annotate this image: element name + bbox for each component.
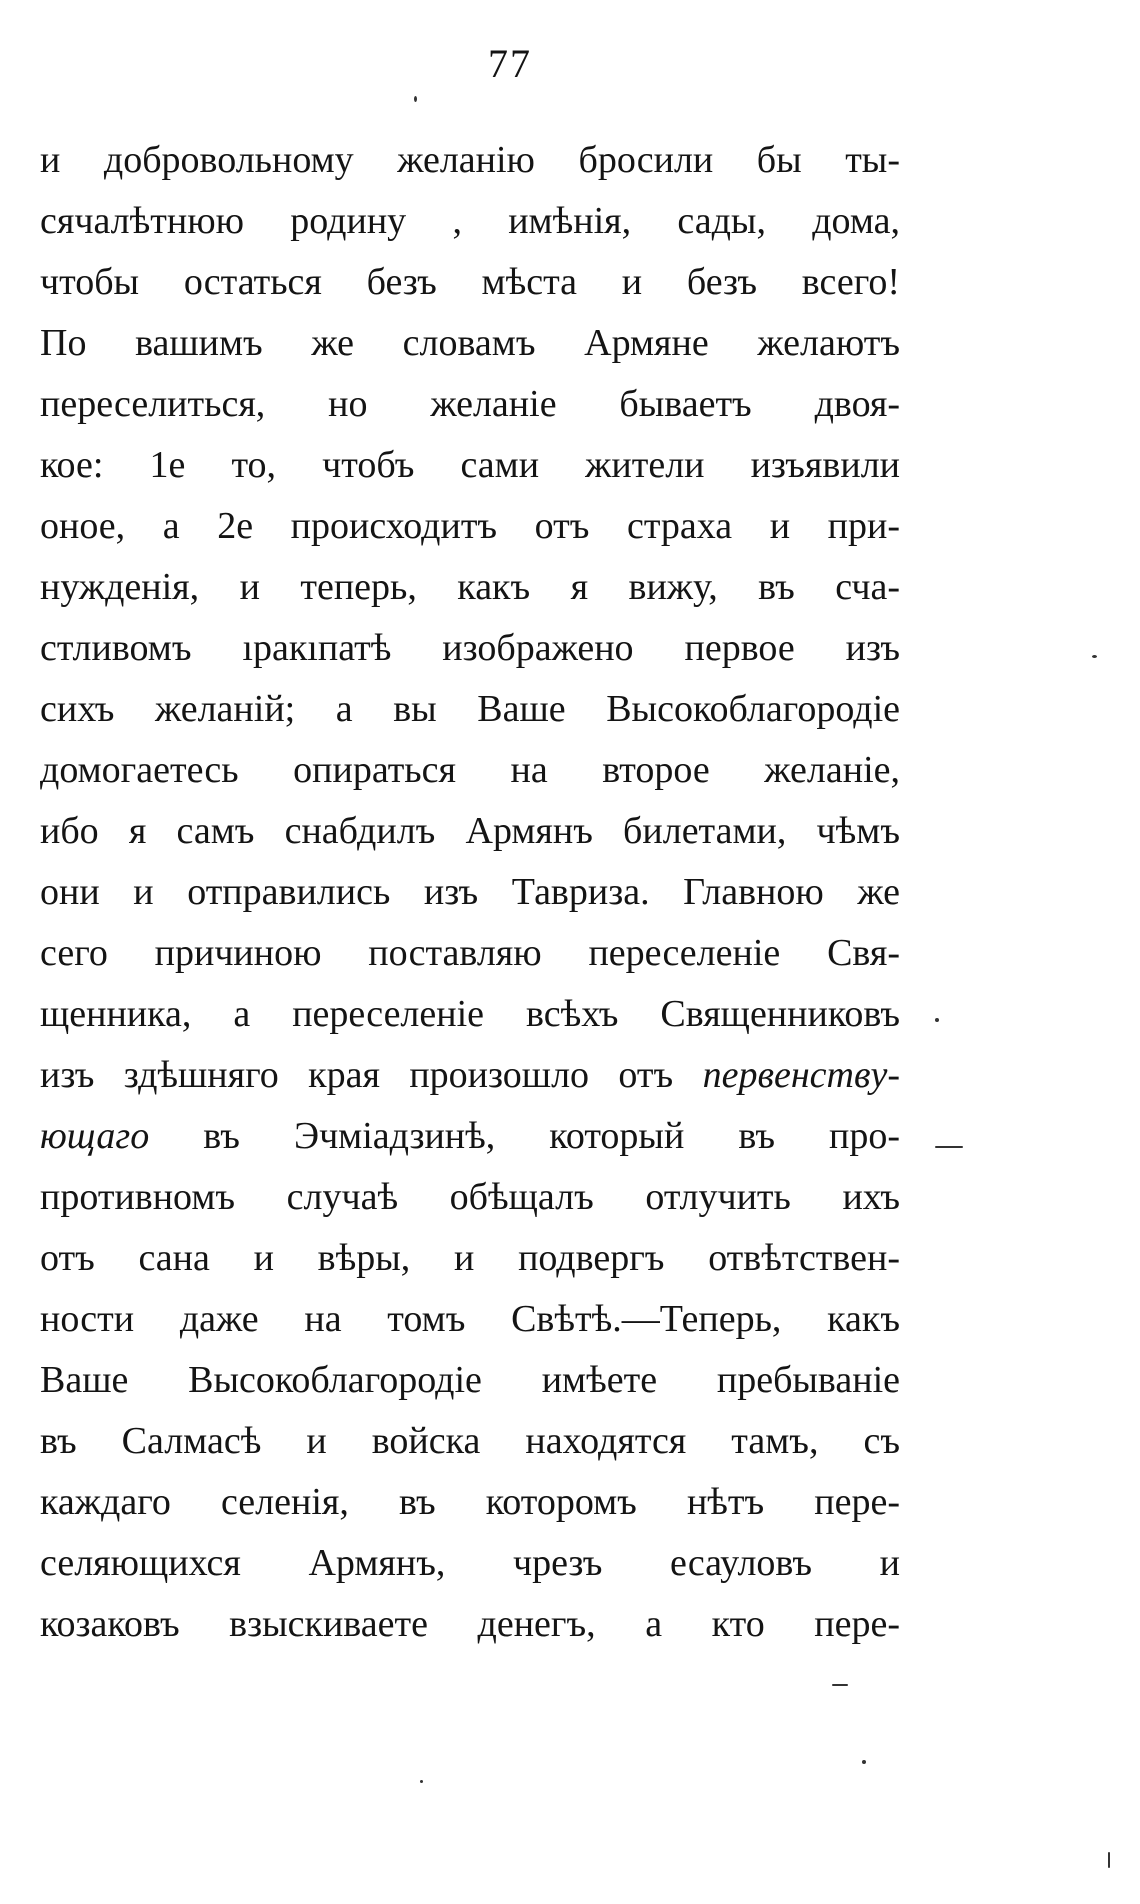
text-line: щенника, а переселеніе всѣхъ Священниковъ xyxy=(40,993,900,1035)
scan-speck xyxy=(414,96,417,102)
text-line xyxy=(40,1106,900,1167)
body-text xyxy=(40,130,900,1655)
text-line: отъ сана и вѣры, и подвергъ отвѣтствен- xyxy=(40,1237,900,1279)
scan-speck xyxy=(935,1018,939,1022)
text-line: и добровольному желанію бросили бы ты- xyxy=(40,139,900,181)
text-line: сячалѣтнюю родину , имѣнія, сады, дома, xyxy=(40,200,900,242)
scan-speck xyxy=(832,1684,848,1686)
scan-speck xyxy=(862,1760,866,1764)
text-line: кое: 1е то, чтобъ сами жители изъявили xyxy=(40,444,900,486)
text-line: каждаго селенія, въ которомъ нѣтъ пере- xyxy=(40,1481,900,1523)
text-line: По вашимъ же словамъ Армяне желаютъ xyxy=(40,322,900,364)
text-line: домогаетесь опираться на второе желаніе, xyxy=(40,749,900,791)
text-line: переселиться, но желаніе бываетъ двоя- xyxy=(40,383,900,425)
text-line-rest: въ Эчміадзинѣ, который въ про- xyxy=(203,1115,901,1157)
text-line: Ваше Высокоблагородіе имѣете пребываніе xyxy=(40,1359,900,1401)
scan-speck xyxy=(1092,655,1097,658)
text-line: ибо я самъ снабдилъ Армянъ билетами, чѣмъ xyxy=(40,810,900,852)
page-number: 77 xyxy=(488,41,532,86)
text-line: нужденія, и теперь, какъ я вижу, въ сча- xyxy=(40,566,900,608)
text-line: оное, а 2е происходитъ отъ страха и при- xyxy=(40,505,900,547)
italic-word: ющаго xyxy=(40,1115,150,1157)
text-line-start: изъ здѣшняго края произошло отъ xyxy=(40,1054,674,1096)
text-line: противномъ случаѣ обѣщалъ отлучить ихъ xyxy=(40,1176,900,1218)
text-line: сего причиною поставляю переселеніе Свя- xyxy=(40,932,900,974)
text-line: селяющихся Армянъ, чрезъ есауловъ и xyxy=(40,1542,900,1584)
text-line: стливомъ ıракıпатѣ изображено первое изъ xyxy=(40,627,900,669)
text-line: въ Салмасѣ и войска находятся тамъ, съ xyxy=(40,1420,900,1462)
text-line: сихъ желаній; а вы Ваше Высокоблагородіе xyxy=(40,688,900,730)
text-line: чтобы остаться безъ мѣста и безъ всего! xyxy=(40,261,900,303)
text-line: ности даже на томъ Свѣтѣ.—Теперь, какъ xyxy=(40,1298,900,1340)
scan-speck xyxy=(1108,1852,1110,1868)
italic-word: первенству- xyxy=(702,1054,900,1096)
scan-speck xyxy=(935,1146,963,1148)
text-line: они и отправились изъ Тавриза. Главною же xyxy=(40,871,900,913)
scan-speck xyxy=(420,1780,423,1783)
text-line xyxy=(40,1045,900,1106)
text-line: козаковъ взыскиваете денегъ, а кто пере- xyxy=(40,1603,900,1645)
